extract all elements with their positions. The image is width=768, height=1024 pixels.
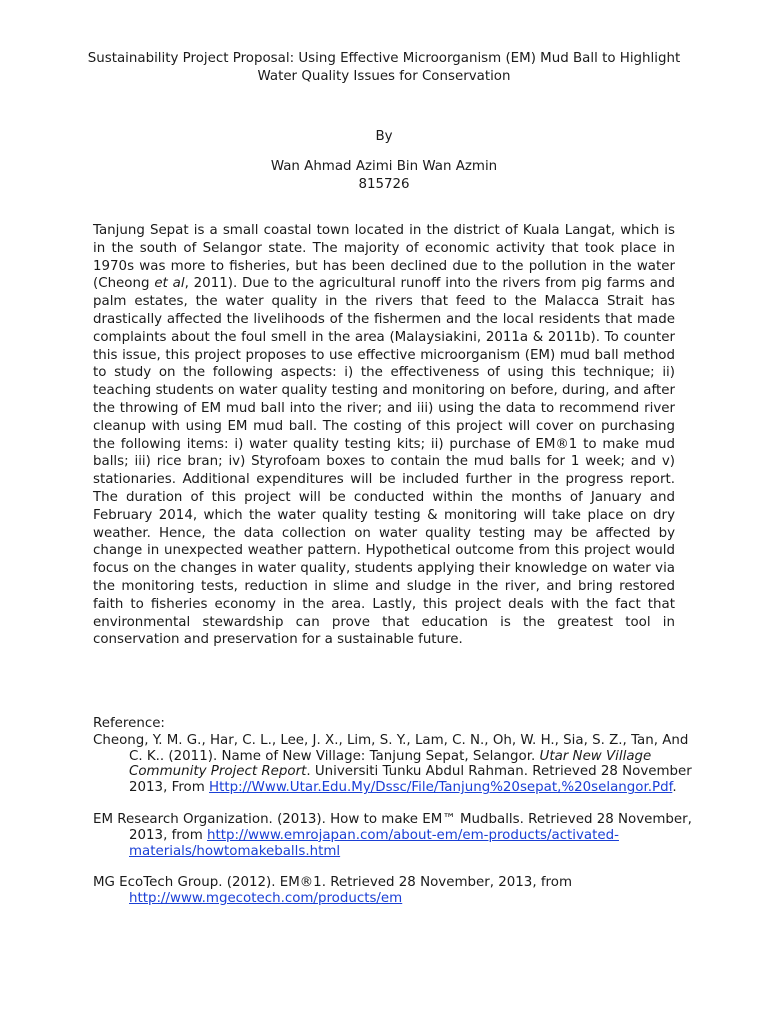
body-text-italic: et al — [154, 276, 185, 292]
reference-text: MG EcoTech Group. (2012). EM®1. Retrieved 28 November, 2013, from — [93, 875, 573, 891]
author-id: 815726 — [358, 177, 410, 192]
reference-link[interactable]: Http://Www.Utar.Edu.My/Dssc/File/Tanjung%20sepat,%20selangor.Pdf — [209, 780, 673, 796]
reference-link[interactable]: http://www.emrojapan.com/about-em/em-products/activated-materials/howtomakeballs.html — [129, 827, 619, 859]
references-heading: Reference: — [93, 716, 165, 731]
document-title: Sustainability Project Proposal: Using Effective Microorganism (EM) Mud Ball to Highlight Water Quality Issues for Conservation — [87, 51, 681, 84]
reference-text: EM Research Organization. (2013). How to make EM™ Mudballs. Retrieved 28 November, 2013, from — [93, 811, 692, 843]
reference-italic-title: Utar New Village Community Project Report — [129, 748, 652, 780]
references-section — [93, 716, 693, 923]
body-text-part2: , 2011). Due to the agricultural runoff into the rivers from pig farms and palm estates, the water quality in the rivers that feed to the Malacca Strait has drastically affected the livelihoods of the fishermen and the local residents that made complaints about the foul smell in the area (Malaysiakini, 2011a & 2011b). To counter this issue, this project proposes to use effective microorganism (EM) mud ball method to study on the following aspects: i) the effectiveness of using this technique; ii) teaching students on water quality testing and monitoring on before, during, and after the throwing of EM mud ball into the river; and iii) using the data to recommend river cleanup with using EM mud ball. The costing of this project will cover on purchasing the following items: i) water quality testing kits; ii) purchase of EM®1 to make mud balls; iii) rice bran; iv) Styrofoam boxes to contain the mud balls for 1 week; and v) stationaries. Additional expenditures will be included further in the progress report. The duration of this project will be conducted within the months of January and February 2014, which the water quality testing & monitoring will take place on dry weather. Hence, the data collection on water quality testing may be affected by change in unexpected weather pattern. Hypothetical outcome from this project would focus on the changes in water quality, students applying their knowledge on water via the monitoring tests, reduction in slime and sludge in the river, and bring restored faith to fisheries economy in the area. Lastly, this project deals with the fact that environmental stewardship can prove that education is the greatest tool in conservation and preservation for a sustainable future. — [93, 276, 675, 648]
reference-item — [93, 812, 693, 859]
body-paragraph — [93, 222, 675, 649]
reference-item — [93, 733, 693, 796]
reference-link[interactable]: http://www.mgecotech.com/products/em — [129, 891, 403, 907]
author-block — [0, 158, 768, 194]
body-text-part1: Tanjung Sepat is a small coastal town located in the district of Kuala Langat, which is in the south of Selangor state. The majority of economic activity that took place in 1970s was more to fisheries, but has been declined due to the pollution in the water (Cheong — [93, 223, 675, 292]
reference-trailing: . — [672, 780, 677, 796]
reference-item — [93, 875, 693, 907]
author-name: Wan Ahmad Azimi Bin Wan Azmin — [270, 159, 498, 174]
reference-text: Cheong, Y. M. G., Har, C. L., Lee, J. X., Lim, S. Y., Lam, C. N., Oh, W. H., Sia, S. Z., Tan, And C. K.. (2011). Name of New Village: Tanjung Sepat, Selangor. — [93, 732, 689, 764]
by-label: By — [375, 129, 393, 144]
reference-text-after: . Universiti Tunku Abdul Rahman. Retrieved 28 November 2013, From — [129, 764, 692, 796]
